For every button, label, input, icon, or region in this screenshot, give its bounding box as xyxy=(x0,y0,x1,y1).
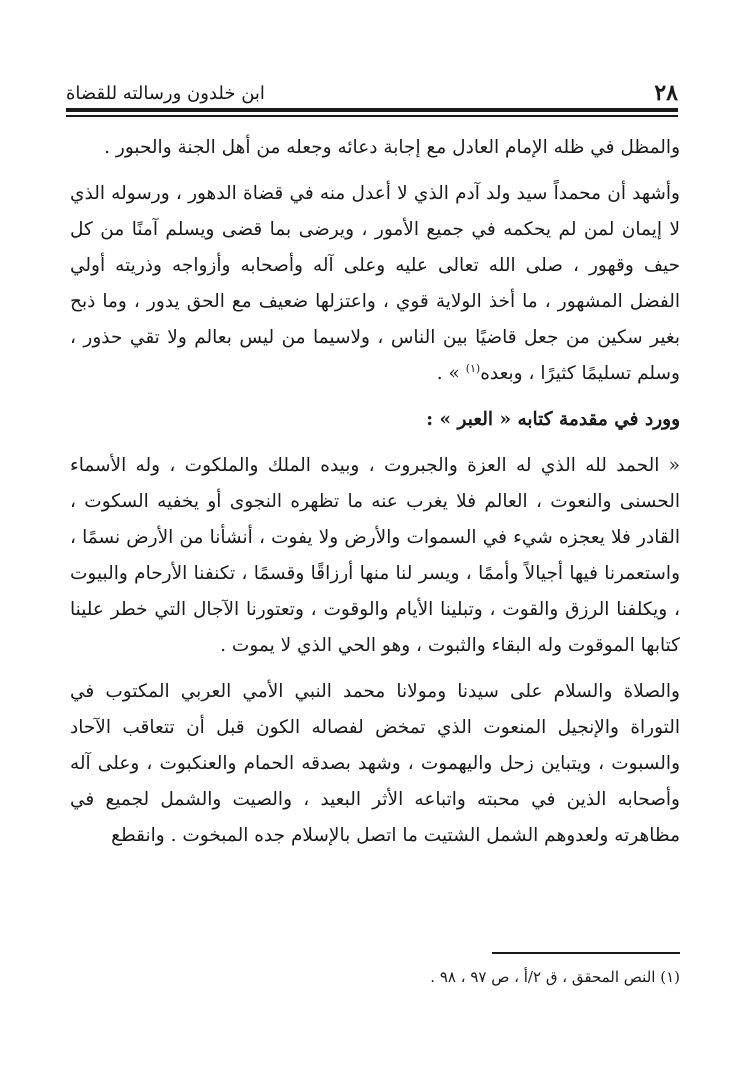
paragraph-3: « الحمد لله الذي له العزة والجبروت ، وبيده الملك والملكوت ، وله الأسماء الحسنى والنعوت ، العالم فلا يغرب عنه ما تظهره النجوى أو يخفيه السكوت ، القادر فلا يعجزه شيء في السموات والأرض ولا يفوت ، أنشأنا من الأرض نسمًا ، واستعمرنا فيها أجيالاً وأممًا ، ويسر لنا منها أرزاقًا وقسمًا ، تكنفنا الأرحام والبيوت ، ويكلفنا الرزق والقوت ، وتبلينا الأيام والوقوت ، وتعتورنا الآجال التي خطر علينا كتابها الموقوت وله البقاء والثبوت ، وهو الحي الذي لا يموت . xyxy=(70,455,680,656)
footnote: (١) النص المحقق ، ق ٢/أ ، ص ٩٧ ، ٩٨ . xyxy=(430,968,680,986)
paragraph-2-main: وأشهد أن محمداً سيد ولد آدم الذي لا أعدل منه في قضاة الدهور ، ورسوله الذي لا إيمان لمن لم يحكمه في جميع الأمور ، ويرضى بما قضى ويسلم آمنًا من كل حيف وقهور ، صلى الله تعالى عليه وعلى آله وأصحابه وأزواجه وذريته أولي الفضل المشهور ، ما أخذ الولاية قوي ، واعتزلها ضعيف مع الحق يدور ، وما ذبح بغير سكين من جعل قاضيًا بين الناس ، ولاسيما من ليس بعالم ولا تقي حذور ، وسلم تسليمًا كثيرًا ، وبعده xyxy=(70,183,680,384)
body-text xyxy=(70,130,680,854)
page-number: ٢٨ xyxy=(654,80,678,106)
header-rule-thin xyxy=(66,115,678,117)
footnote-rule xyxy=(492,952,680,954)
header-rule-thick xyxy=(66,108,678,112)
running-title: ابن خلدون ورسالته للقضاة xyxy=(66,83,265,104)
paragraph-2-tail: » . xyxy=(436,363,466,384)
paragraph-4: والصلاة والسلام على سيدنا ومولانا محمد النبي الأمي العربي المكتوب في التوراة والإنجيل المنعوت الذي تمخض لفصاله الكون قبل أن تتعاقب الآحاد والسبوت ، ويتباين زحل واليهموت ، وشهد بصدقه الحمام والعنكبوت ، وعلى آله وأصحابه الذين في محبته واتباعه الأثر البعيد ، والصيت والشمل لجميع في مظاهرته ولعدوهم الشمل الشتيت ما اتصل بالإسلام جده المبخوت . وانقطع xyxy=(70,681,680,846)
page-header xyxy=(66,80,678,106)
section-heading: وورد في مقدمة كتابه « العبر » : xyxy=(426,409,680,430)
footnote-reference: (١) xyxy=(465,361,481,375)
paragraph-2 xyxy=(70,176,680,392)
paragraph-1: والمظل في ظله الإمام العادل مع إجابة دعائه وجعله من أهل الجنة والحبور . xyxy=(104,137,680,158)
